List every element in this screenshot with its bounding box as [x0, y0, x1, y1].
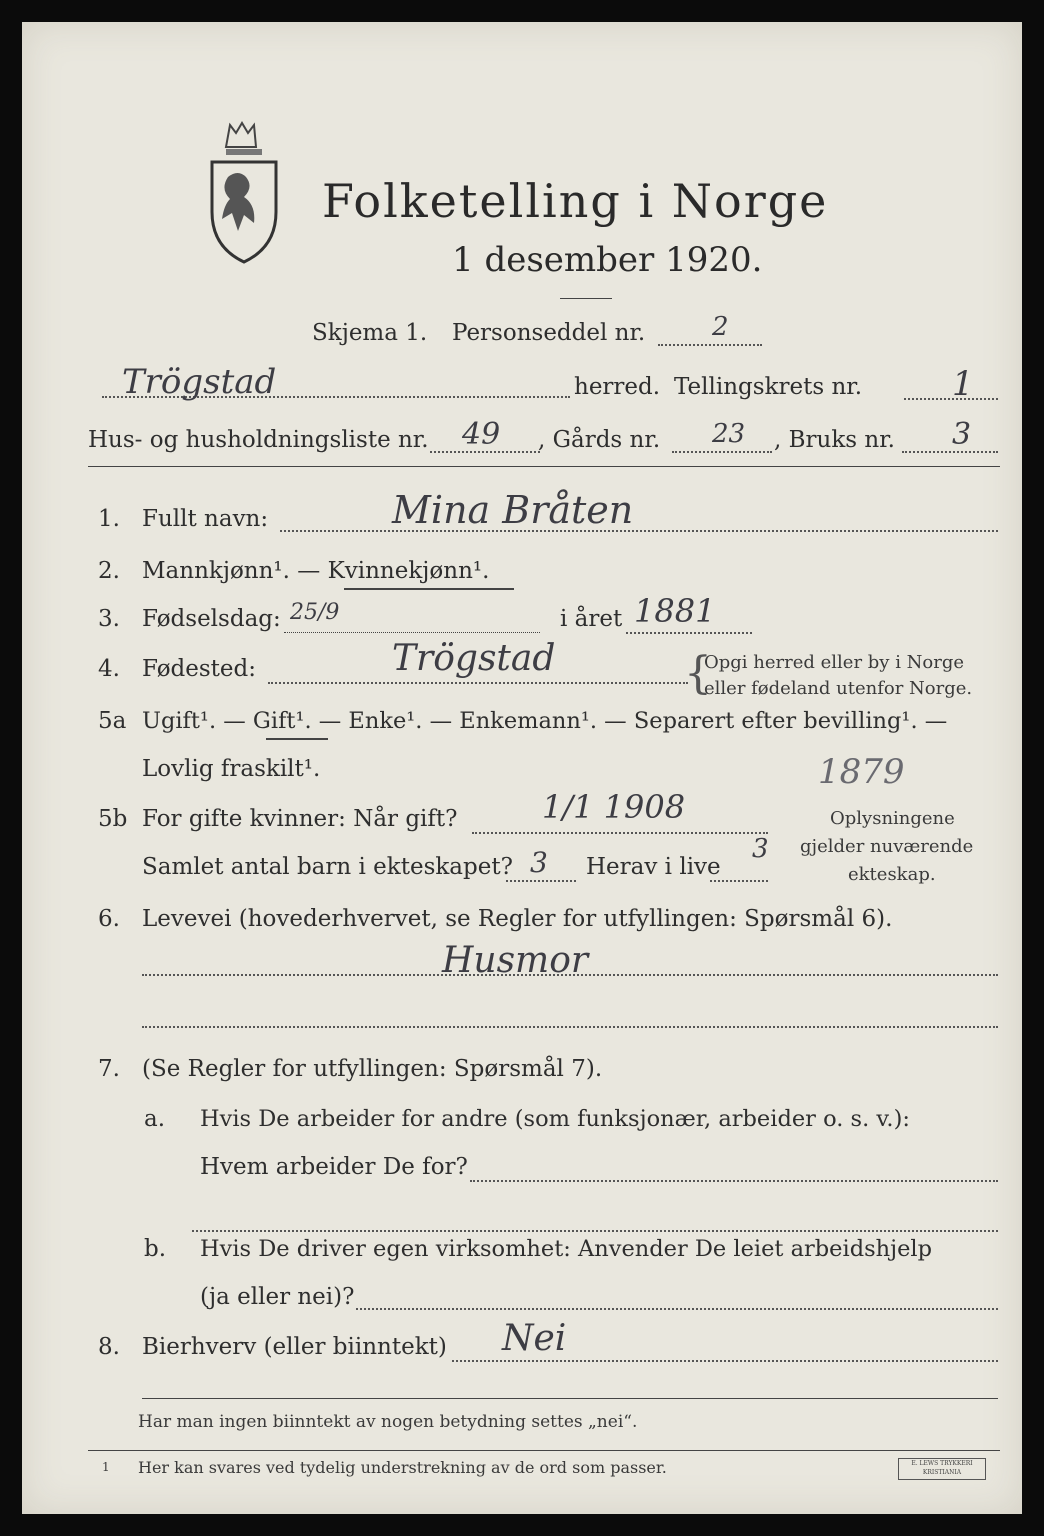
q7a-number: a. — [144, 1106, 166, 1132]
bruks-value[interactable]: 3 — [952, 417, 972, 452]
husliste-value[interactable]: 49 — [462, 417, 501, 452]
herred-value[interactable]: Trögstad — [122, 362, 277, 402]
q5b-number: 5b — [98, 806, 128, 832]
birthplace-note-2: eller fødeland utenfor Norge. — [704, 678, 973, 699]
marriage-date-value[interactable]: 1/1 1908 — [542, 788, 686, 826]
occupation-value[interactable]: Husmor — [442, 940, 589, 981]
q7b-label-2: (ja eller nei)? — [200, 1284, 355, 1310]
q6-number: 6. — [98, 906, 120, 932]
q7b-label: Hvis De driver egen virksomhet: Anvender De leiet arbeidshjelp — [200, 1236, 933, 1262]
marriage-note-1: Oplysningene — [830, 808, 955, 829]
children-value[interactable]: 3 — [530, 846, 548, 879]
hired-help-field[interactable] — [356, 1308, 998, 1310]
coat-of-arms-icon — [202, 117, 282, 271]
q3-label: Fødselsdag: — [142, 606, 281, 632]
year-label: i året — [560, 606, 623, 632]
marital-options: Ugift¹. — Gift¹. — Enke¹. — Enkemann¹. — Separert efter bevilling¹. — — [142, 708, 948, 734]
printer-stamp: E. LEWS TRYKKERI KRISTIANIA — [898, 1458, 986, 1480]
marital-options-2: Lovlig fraskilt¹. — [142, 756, 321, 782]
birthplace-note-1: Opgi herred eller by i Norge — [704, 652, 965, 673]
full-name-value[interactable]: Mina Bråten — [392, 488, 634, 532]
q7-label: (Se Regler for utfyllingen: Spørsmål 7). — [142, 1056, 603, 1082]
tellingskrets-value[interactable]: 1 — [952, 364, 974, 404]
secondary-income-value[interactable]: Nei — [502, 1318, 567, 1359]
birthplace-value[interactable]: Trögstad — [392, 638, 556, 679]
marriage-note-3: ekteskap. — [848, 864, 936, 885]
footnote-mark: 1 — [102, 1460, 110, 1474]
birth-year-value[interactable]: 1881 — [634, 592, 716, 630]
footnote: Her kan svares ved tydelig understrekning av de ord som passer. — [138, 1458, 667, 1477]
alive-label: Herav i live — [586, 854, 721, 880]
q6-label: Levevei (hovederhvervet, se Regler for utfyllingen: Spørsmål 6). — [142, 906, 893, 932]
q2-number: 2. — [98, 558, 120, 584]
q7-number: 7. — [98, 1056, 120, 1082]
gender-underline — [344, 588, 514, 590]
q1-label: Fullt navn: — [142, 506, 269, 532]
marriage-note-2: gjelder nuværende — [800, 836, 974, 857]
children-label: Samlet antal barn i ekteskapet? — [142, 854, 513, 880]
employer-field[interactable] — [470, 1180, 998, 1182]
gift-underline — [266, 738, 328, 740]
tellingskrets-label: Tellingskrets nr. — [674, 374, 863, 400]
marriage-year-annotation: 1879 — [818, 752, 905, 792]
gender-options: Mannkjønn¹. — Kvinnekjønn¹. — [142, 558, 490, 584]
census-date: 1 desember 1920. — [452, 240, 763, 280]
q5a-number: 5a — [98, 708, 127, 734]
q5b-label: For gifte kvinner: Når gift? — [142, 806, 458, 832]
skjema-label: Skjema 1. — [312, 320, 428, 346]
q7a-label: Hvis De arbeider for andre (som funksjonær, arbeider o. s. v.): — [200, 1106, 910, 1132]
q3-number: 3. — [98, 606, 120, 632]
title-divider — [560, 298, 612, 299]
gards-label: , Gårds nr. — [538, 427, 661, 453]
bruks-label: , Bruks nr. — [774, 427, 895, 453]
husliste-label: Hus- og husholdningsliste nr. — [88, 427, 429, 453]
biinntekt-note: Har man ingen biinntekt av nogen betydning settes „nei“. — [138, 1412, 638, 1432]
q4-label: Fødested: — [142, 656, 257, 682]
q7a-label-2: Hvem arbeider De for? — [200, 1154, 468, 1180]
form-title: Folketelling i Norge — [322, 174, 829, 228]
q7b-number: b. — [144, 1236, 167, 1262]
q4-number: 4. — [98, 656, 120, 682]
gards-value[interactable]: 23 — [712, 419, 746, 449]
alive-value[interactable]: 3 — [752, 834, 769, 864]
personseddel-value[interactable]: 2 — [712, 312, 729, 342]
census-form: Folketelling i Norge 1 desember 1920. Skjema 1. Personseddel nr. 2 Trögstad herred. Tellingskrets nr. 1 Hus- og husholdningsliste nr. 49 , Gårds nr. 23 , Bruks nr. 3 1. Fullt navn: Mina Bråten 2. Mannkjønn¹. — Kvinnekjønn¹. 3. Fødselsdag: 25/9 i året 1881 4. Fødested: Trögstad { Opgi herred eller by i Norge eller fødeland utenfor Norge. 5a Ugift¹. — Gift¹. — Enke¹. — Enkemann¹. — Separert efter bevilling¹. — Lovlig fraskilt¹. 1879 5b For gifte kvinner: Når gift? 1/1 1908 Samlet antal barn i ekteskapet? 3 Herav i live 3 Oplysningene gjelder nuværende ekteskap. 6. Levevei (hovederhvervet, se Regler for utfyllingen: Spørsmål 6). Husmor 7. (Se Regler for utfyllingen: Spørsmål 7). a. Hvis De arbeider for andre (som funksjonær, arbeider o. s. v.): Hvem arbeider De for? b. Hvis De driver egen virksomhet: Anvender De leiet arbeidshjelp (ja eller nei)? 8. Bierhverv (eller biinntekt) Nei Har man ingen biinntekt av nogen betydning settes „nei“. 1 Her kan svares ved tydelig understrekning av de ord som passer. E. LEWS TRYKKERI KRISTIANIA — [22, 22, 1022, 1514]
herred-label: herred. — [574, 374, 661, 400]
q8-label: Bierhverv (eller biinntekt) — [142, 1334, 447, 1360]
q1-number: 1. — [98, 506, 120, 532]
birthday-value[interactable]: 25/9 — [290, 600, 340, 625]
personseddel-label: Personseddel nr. — [452, 320, 646, 346]
q8-number: 8. — [98, 1334, 120, 1360]
